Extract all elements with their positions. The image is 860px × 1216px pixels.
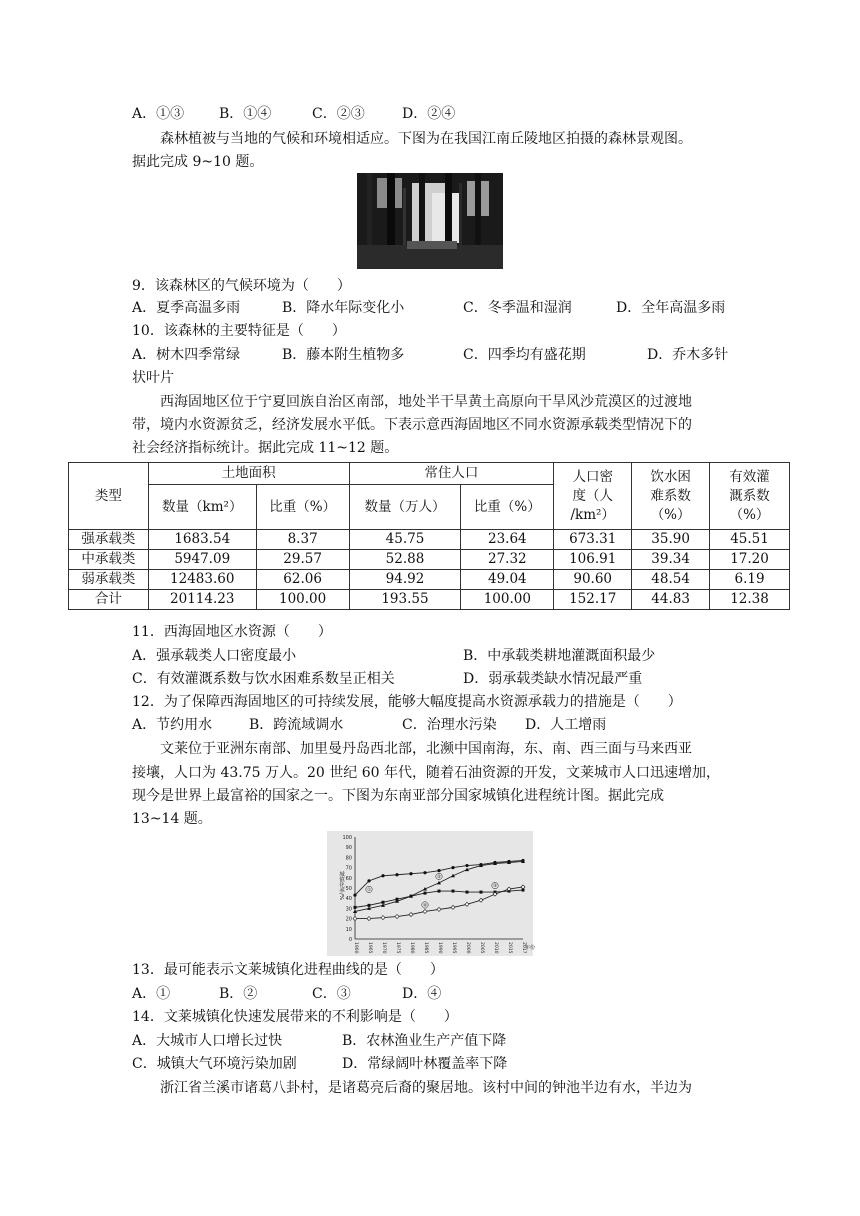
table-cell: 12.38 — [710, 590, 790, 610]
subheader-pop-share: 比重（%） — [461, 485, 554, 530]
series-label: ④ — [422, 903, 428, 909]
intro-9-10-line1: 森林植被与当地的气候和环境相适应。下图为在我国江南丘陵地区拍摄的森林景观图。 — [160, 131, 692, 147]
table-cell: 1683.54 — [148, 530, 256, 550]
table-row — [69, 590, 790, 610]
data-point — [381, 916, 385, 920]
table-row — [69, 530, 790, 550]
x-tick-label: 2015 — [507, 942, 512, 954]
y-tick-label: 50 — [345, 886, 352, 892]
table-cell: 23.64 — [461, 530, 554, 550]
y-tick-label: 100 — [342, 835, 352, 841]
table-cell: 106.91 — [554, 550, 632, 570]
intro-13-14-line2: 接壤，人口为 43.75 万人。20 世纪 60 年代，随着石油资源的开发，文莱城市人口迅速增加， — [132, 765, 720, 781]
table-cell: 20114.23 — [148, 590, 256, 610]
header-population: 常住人口 — [349, 463, 554, 485]
q14-stem: 14．文莱城镇化快速发展带来的不利影响是（ ） — [132, 1009, 458, 1025]
table-cell: 100.00 — [256, 590, 349, 610]
data-point — [423, 909, 427, 913]
header-water-difficulty — [632, 463, 710, 530]
table-cell: 强承载类 — [69, 530, 149, 550]
x-tick-label: 1965 — [367, 942, 372, 954]
q12-option-a: A．节约用水 — [132, 717, 213, 733]
q11-option-a: A．强承载类人口密度最小 — [132, 648, 297, 664]
data-point — [465, 902, 469, 906]
intro-13-14-line1: 文莱位于亚洲东南部、加里曼丹岛西北部，北濒中国南海，东、南、西三面与马来西亚 — [160, 741, 692, 757]
intro-11-12-line1: 西海固地区位于宁夏回族自治区南部，地处半干旱黄土高原向干旱风沙荒漠区的过渡地 — [160, 394, 692, 410]
table-cell: 48.54 — [632, 570, 710, 590]
table-cell: 39.34 — [632, 550, 710, 570]
q8-option-a: A．①③ — [132, 106, 185, 122]
q10-option-b: B．藤本附生植物多 — [282, 347, 405, 363]
table-cell: 44.83 — [632, 590, 710, 610]
q13-option-c: C．③ — [312, 986, 351, 1002]
data-point — [437, 869, 440, 872]
q12-option-b: B．跨流域调水 — [249, 717, 344, 733]
intro-13-14-line3: 现今是世界上最富裕的国家之一。下图为东南亚部分国家城镇化进程统计图。据此完成 — [132, 788, 664, 804]
x-tick-label: 1975 — [395, 942, 400, 954]
table-cell: 弱承载类 — [69, 570, 149, 590]
data-point — [410, 895, 413, 898]
q13-option-d: D．④ — [402, 986, 442, 1002]
x-tick-label: 1980 — [409, 942, 414, 954]
water-resource-table — [68, 462, 790, 610]
y-tick-label: 80 — [345, 855, 352, 862]
table-cell: 49.04 — [461, 570, 554, 590]
header-density-line1: 人口密 — [572, 468, 613, 485]
data-point — [466, 891, 469, 894]
data-point — [367, 917, 371, 921]
table-cell: 5947.09 — [148, 550, 256, 570]
header-water-line3: （%） — [650, 506, 691, 523]
data-point — [367, 879, 370, 882]
q11-option-d: D．弱承载类缺水情况最严重 — [463, 671, 643, 687]
x-tick-label: 1995 — [451, 942, 456, 954]
q10-option-a: A．树木四季常绿 — [132, 347, 241, 363]
q10-option-d-continued: 状叶片 — [132, 370, 174, 386]
data-point — [353, 917, 357, 921]
y-tick-label: 60 — [345, 875, 352, 882]
table-cell: 8.37 — [256, 530, 349, 550]
q12-stem: 12．为了保障西海固地区的可持续发展，能够大幅度提高水资源承载力的措施是（ ） — [132, 694, 682, 710]
table-cell: 52.88 — [349, 550, 461, 570]
intro-13-14-line4: 13~14 题。 — [132, 811, 212, 827]
y-tick-label: 10 — [345, 926, 352, 933]
q12-option-d: D．人工增雨 — [525, 717, 607, 733]
x-tick-label: 2017 — [521, 942, 526, 954]
q11-option-b: B．中承载类耕地灌溉面积最少 — [463, 648, 656, 664]
y-tick-label: 20 — [345, 916, 352, 923]
header-density-line3: /km²） — [570, 506, 615, 523]
q12-option-c: C．治理水污染 — [402, 717, 497, 733]
data-point — [382, 901, 385, 904]
q13-stem: 13．最可能表示文莱城镇化进程曲线的是（ ） — [132, 962, 444, 978]
table-cell: 17.20 — [710, 550, 790, 570]
x-tick-label: 1960 — [353, 942, 358, 954]
forest-photo — [357, 173, 503, 269]
header-density — [554, 463, 632, 530]
intro-11-12-line2: 带，境内水资源贫乏，经济发展水平低。下表示意西海固地区不同水资源承载类型情况下的 — [132, 417, 692, 433]
table-cell: 45.75 — [349, 530, 461, 550]
urbanization-chart-svg — [327, 831, 536, 956]
q11-option-c: C．有效灌溉系数与饮水困难系数呈正相关 — [132, 671, 395, 687]
x-tick-label: 2000 — [465, 942, 470, 954]
q10-option-d: D．乔木多针 — [647, 347, 729, 363]
table-cell: 中承载类 — [69, 550, 149, 570]
series-label: ① — [366, 887, 372, 893]
data-point — [438, 890, 441, 893]
q14-option-a: A．大城市人口增长过快 — [132, 1033, 283, 1049]
table-cell: 12483.60 — [148, 570, 256, 590]
subheader-pop-amount: 数量（万人） — [349, 485, 461, 530]
y-tick-label: 0 — [348, 937, 352, 943]
table-cell: 35.90 — [632, 530, 710, 550]
q9-option-d: D．全年高温多雨 — [616, 300, 726, 316]
q13-option-b: B．② — [219, 986, 258, 1002]
data-point — [479, 898, 483, 902]
subheader-area-share: 比重（%） — [256, 485, 349, 530]
q10-stem: 10．该森林的主要特征是（ ） — [132, 323, 346, 339]
header-type: 类型 — [69, 463, 149, 530]
data-point — [451, 866, 454, 869]
y-tick-label: 70 — [345, 865, 352, 872]
series-label: ② — [436, 874, 442, 880]
table-cell: 152.17 — [554, 590, 632, 610]
q8-option-d: D．②④ — [402, 106, 456, 122]
table-cell: 45.51 — [710, 530, 790, 550]
data-point — [424, 892, 427, 895]
header-irr-line3: （%） — [729, 506, 770, 523]
subheader-area-amount: 数量（km²） — [148, 485, 256, 530]
q8-option-c: C．②③ — [312, 106, 365, 122]
header-irrigation — [710, 463, 790, 530]
x-axis-label: 年份 — [525, 945, 536, 951]
y-axis-label: 城镇化率/% — [338, 871, 344, 901]
q14-option-b: B．农林渔业生产产值下降 — [342, 1033, 507, 1049]
data-point — [395, 873, 398, 876]
x-tick-label: 1985 — [423, 942, 428, 954]
table-cell: 6.19 — [710, 570, 790, 590]
data-point — [409, 872, 412, 875]
q14-option-c: C．城镇大气环境污染加剧 — [132, 1056, 297, 1072]
header-irr-line2: 溉系数 — [729, 487, 770, 504]
table-cell: 29.57 — [256, 550, 349, 570]
data-point — [423, 871, 426, 874]
data-point — [368, 904, 371, 907]
data-point — [451, 905, 455, 909]
series-label: ③ — [492, 884, 498, 890]
header-water-line1: 饮水困 — [650, 468, 691, 485]
q9-option-a: A．夏季高温多雨 — [132, 300, 241, 316]
data-point — [396, 898, 399, 901]
q8-option-b: B．①④ — [219, 106, 272, 122]
data-point — [465, 864, 468, 867]
header-land-area: 土地面积 — [148, 463, 349, 485]
table-cell: 90.60 — [554, 570, 632, 590]
y-tick-label: 90 — [345, 845, 352, 852]
table-row — [69, 570, 790, 590]
data-point — [521, 885, 525, 889]
y-tick-label: 30 — [345, 906, 352, 913]
x-tick-label: 1990 — [437, 942, 442, 954]
intro-11-12-line3: 社会经济指标统计。据此完成 11~12 题。 — [132, 440, 399, 456]
data-point — [354, 906, 357, 909]
header-irr-line1: 有效灌 — [729, 468, 770, 485]
data-point — [452, 890, 455, 893]
data-point — [395, 915, 399, 919]
data-point — [381, 874, 384, 877]
y-tick-label: 40 — [345, 896, 352, 903]
q9-option-c: C．冬季温和湿润 — [463, 300, 572, 316]
data-point — [409, 913, 413, 917]
q10-option-c: C．四季均有盛花期 — [463, 347, 586, 363]
data-point — [437, 907, 441, 911]
q13-option-a: A．① — [132, 986, 171, 1002]
header-density-line2: 度（人 — [572, 487, 613, 504]
q9-option-b: B．降水年际变化小 — [282, 300, 405, 316]
data-point — [353, 894, 356, 897]
table-cell: 193.55 — [349, 590, 461, 610]
table-cell: 合计 — [69, 590, 149, 610]
data-point — [480, 891, 483, 894]
table-cell: 27.32 — [461, 550, 554, 570]
q9-stem: 9．该森林区的气候环境为（ ） — [132, 278, 351, 294]
q14-option-d: D．常绿阔叶林覆盖率下降 — [342, 1056, 508, 1072]
urbanization-chart — [327, 831, 536, 956]
q11-stem: 11．西海固地区水资源（ ） — [132, 624, 332, 640]
x-tick-label: 1970 — [381, 942, 386, 954]
x-tick-label: 2010 — [493, 942, 498, 954]
intro-9-10-line2: 据此完成 9~10 题。 — [132, 154, 264, 170]
table-cell: 100.00 — [461, 590, 554, 610]
x-tick-label: 2005 — [479, 942, 484, 954]
table-row — [69, 550, 790, 570]
table-cell: 673.31 — [554, 530, 632, 550]
table-cell: 94.92 — [349, 570, 461, 590]
table-cell: 62.06 — [256, 570, 349, 590]
intro-last-line: 浙江省兰溪市诸葛八卦村，是诸葛亮后裔的聚居地。该村中间的钟池半边有水，半边为 — [160, 1080, 692, 1096]
header-water-line2: 难系数 — [650, 487, 691, 504]
